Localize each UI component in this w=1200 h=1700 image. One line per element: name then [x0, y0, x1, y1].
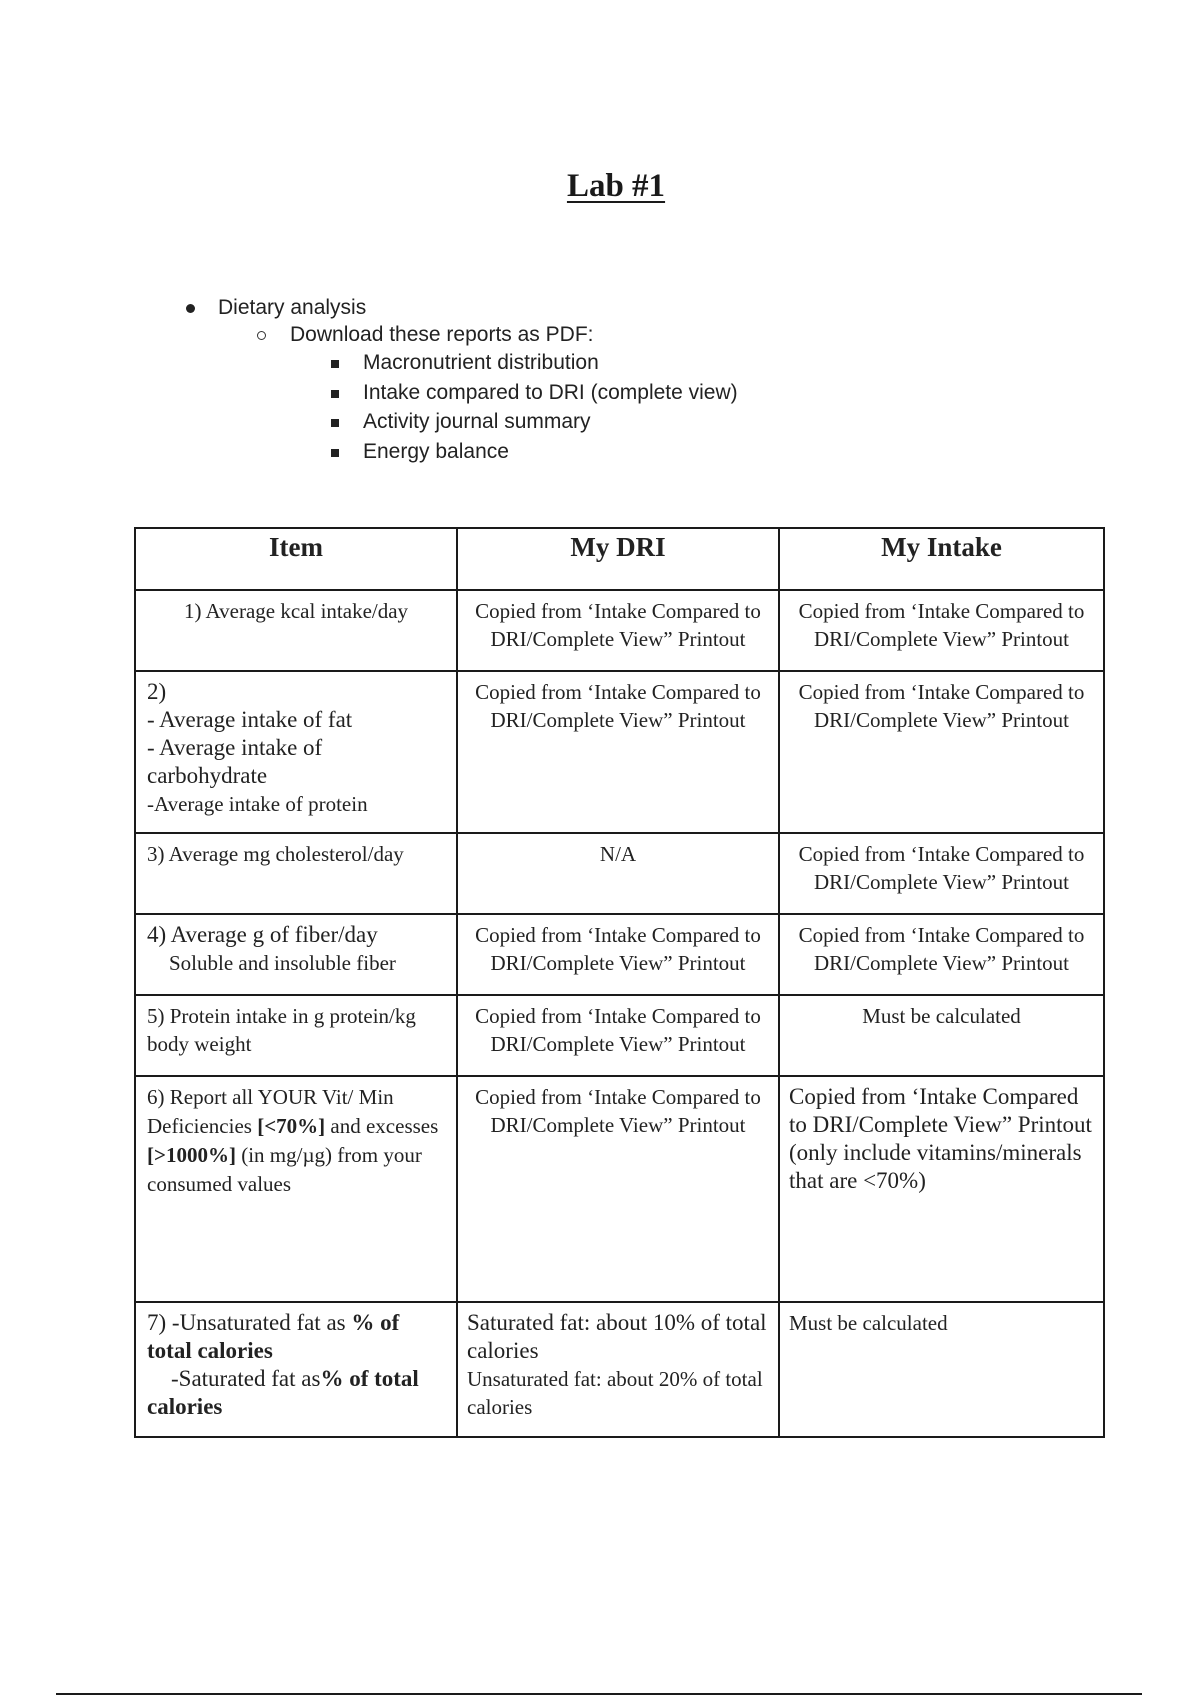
item-text-bold: % of total calories	[147, 1310, 400, 1363]
dri-cell: Copied from ‘Intake Compared to DRI/Complete View” Printout	[457, 671, 779, 833]
page-title: Lab #1	[566, 168, 666, 204]
item-cell	[135, 1076, 457, 1302]
intake-cell: Copied from ‘Intake Compared to DRI/Complete View” Printout	[779, 590, 1104, 671]
item-line: Soluble and insoluble fiber	[169, 951, 396, 975]
square-bullet-icon	[331, 360, 339, 368]
item-line: - Average intake of fat	[147, 707, 353, 732]
bullet-text: Energy balance	[363, 440, 509, 463]
table-row	[135, 1302, 1104, 1437]
header-my-dri: My DRI	[457, 528, 779, 590]
bullet-item-level3	[363, 349, 599, 377]
intake-cell	[779, 1076, 1104, 1302]
square-bullet-icon	[331, 390, 339, 398]
intake-cell: Must be calculated	[779, 995, 1104, 1076]
dri-cell	[457, 1302, 779, 1437]
intake-line: (only include vitamins/minerals that are <70%)	[789, 1140, 1082, 1193]
disc-bullet-icon	[186, 304, 195, 313]
bottom-divider	[56, 1693, 1142, 1695]
item-cell	[135, 914, 457, 995]
intake-cell: Copied from ‘Intake Compared to DRI/Complete View” Printout	[779, 671, 1104, 833]
item-text: 6) Report all YOUR Vit/ Min Deficiencies	[147, 1085, 394, 1138]
bullet-text: Activity journal summary	[363, 410, 591, 433]
dri-cell: Copied from ‘Intake Compared to DRI/Complete View” Printout	[457, 914, 779, 995]
item-cell	[135, 1302, 457, 1437]
dri-line: Unsaturated fat: about 20% of total calories	[467, 1367, 763, 1419]
bullet-text: Intake compared to DRI (complete view)	[363, 381, 738, 404]
dri-cell: Copied from ‘Intake Compared to DRI/Complete View” Printout	[457, 1076, 779, 1302]
item-text-bold: % of total calories	[147, 1366, 419, 1419]
bullet-item-level3	[363, 438, 509, 466]
dri-line: Saturated fat: about 10% of total calories	[467, 1310, 767, 1363]
item-text-bold: [<70%]	[257, 1114, 326, 1138]
item-text: and excesses	[325, 1114, 439, 1138]
bullet-text: Dietary analysis	[218, 296, 367, 319]
item-cell: 3) Average mg cholesterol/day	[135, 833, 457, 914]
table-header-row	[135, 528, 1104, 590]
table-row	[135, 914, 1104, 995]
item-line: -Average intake of protein	[147, 792, 368, 816]
bullet-item-level3	[363, 408, 591, 436]
bullet-item-level1	[218, 294, 366, 322]
header-item: Item	[135, 528, 457, 590]
dri-cell: Copied from ‘Intake Compared to DRI/Complete View” Printout	[457, 590, 779, 671]
intake-cell: Copied from ‘Intake Compared to DRI/Complete View” Printout	[779, 914, 1104, 995]
bullet-text: Download these reports as PDF:	[290, 323, 594, 346]
item-cell: 1) Average kcal intake/day	[135, 590, 457, 671]
item-line: 4) Average g of fiber/day	[147, 922, 378, 947]
table-row	[135, 590, 1104, 671]
item-cell: 5) Protein intake in g protein/kg body weight	[135, 995, 457, 1076]
item-text: 7) -Unsaturated fat as	[147, 1310, 352, 1335]
dri-cell: Copied from ‘Intake Compared to DRI/Complete View” Printout	[457, 995, 779, 1076]
bullet-item-level3	[363, 379, 738, 407]
header-my-intake: My Intake	[779, 528, 1104, 590]
table-row	[135, 671, 1104, 833]
table-row	[135, 995, 1104, 1076]
circle-bullet-icon	[257, 331, 266, 340]
table-row	[135, 833, 1104, 914]
square-bullet-icon	[331, 449, 339, 457]
item-line: - Average intake of carbohydrate	[147, 735, 323, 788]
dri-cell: N/A	[457, 833, 779, 914]
table-row	[135, 1076, 1104, 1302]
item-cell	[135, 671, 457, 833]
intake-line: Copied from ‘Intake Compared to DRI/Complete View” Printout	[789, 1084, 1092, 1137]
intake-cell: Copied from ‘Intake Compared to DRI/Complete View” Printout	[779, 833, 1104, 914]
lab-table	[134, 527, 1105, 1438]
item-text: (in mg/µg) from your consumed values	[147, 1143, 422, 1196]
bullet-item-level2	[290, 321, 593, 349]
item-text: -Saturated fat as	[171, 1366, 321, 1391]
bullet-text: Macronutrient distribution	[363, 351, 599, 374]
square-bullet-icon	[331, 419, 339, 427]
item-line: 2)	[147, 679, 167, 704]
item-text-bold: [>1000%]	[147, 1143, 236, 1167]
intake-cell: Must be calculated	[779, 1302, 1104, 1437]
